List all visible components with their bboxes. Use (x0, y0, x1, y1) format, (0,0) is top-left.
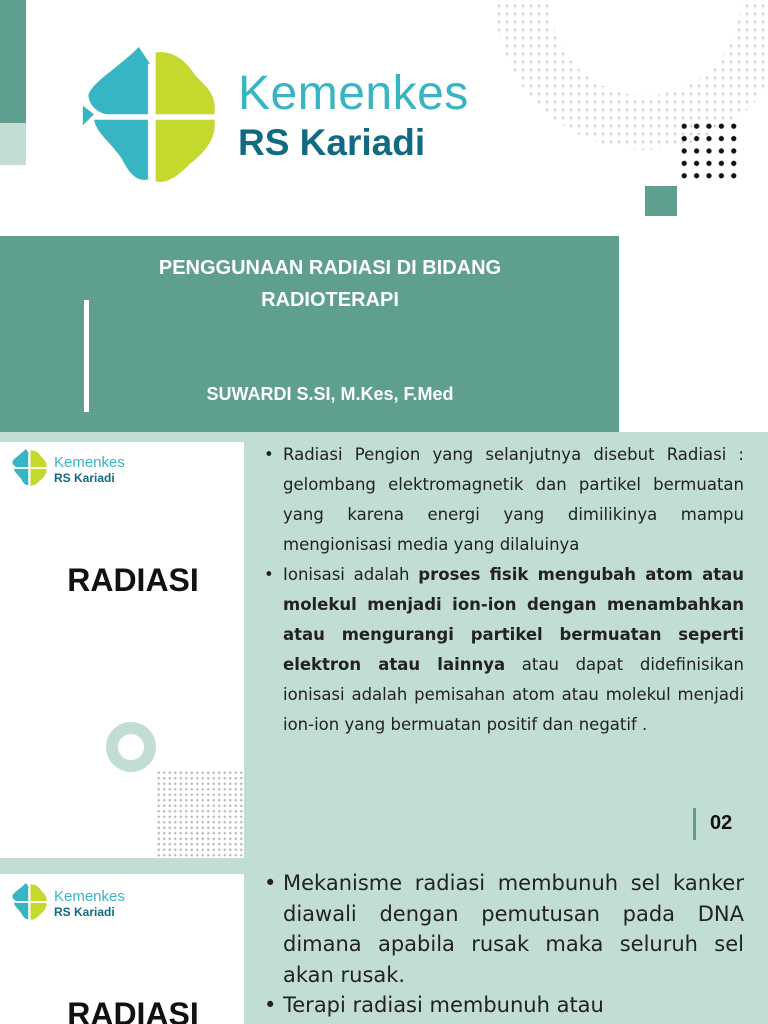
bullet-item (262, 868, 744, 990)
brand-name: Kemenkes (54, 454, 125, 471)
decor-strip (0, 432, 244, 442)
decor-strip (0, 858, 244, 874)
bullet-text: Mekanisme radiasi membunuh sel kanker diawali dengan pemutusan pada DNA dimana apabila rusak maka seluruh sel akan rusak. (283, 871, 744, 987)
bullet-text: Terapi radiasi membunuh atau (283, 993, 604, 1017)
decor-dot-grid (156, 770, 246, 858)
bullet-text-prefix: Ionisasi adalah (283, 565, 419, 584)
bullet-list (262, 440, 744, 740)
slide-heading: RADIASI (67, 562, 199, 598)
presentation-title: PENGGUNAAN RADIASI DI BIDANG RADIOTERAPI (158, 257, 502, 311)
decor-square (645, 186, 677, 216)
bullet-list (262, 868, 744, 1021)
page-number: 02 (710, 812, 733, 834)
bullet-item (262, 440, 744, 560)
kemenkes-logo-icon (10, 882, 48, 922)
content-slide-radiasi (0, 432, 768, 858)
brand-name: Kemenkes (54, 888, 125, 905)
content-slide-radiasi-2 (0, 858, 768, 1024)
bullet-item (262, 560, 744, 740)
slide-heading: RADIASI (67, 996, 199, 1024)
bullet-text-emphasis: proses fisik mengubah atom atau molekul menjadi ion-ion dengan menambahkan atau mengurangi partikel bermuatan seperti elektron atau lainnya (283, 565, 745, 674)
bullet-text-suffix: atau dapat didefinisikan ionisasi adalah pemisahan atom atau molekul menjadi ion-ion yang bermuatan positif dan negatif . (283, 655, 744, 734)
kemenkes-logo-icon (10, 448, 48, 488)
decor-bar-light (0, 123, 26, 165)
brand-subname: RS Kariadi (54, 905, 115, 919)
title-slide (0, 0, 768, 432)
bullet-item (262, 990, 744, 1021)
brand-name: Kemenkes (238, 67, 469, 120)
author-name: SUWARDI S.SI, M.Kes, F.Med (206, 384, 454, 404)
brand-subname: RS Kariadi (54, 471, 115, 485)
kemenkes-logo-icon (80, 44, 220, 190)
page-number-bar (693, 808, 696, 840)
decor-ring (106, 722, 156, 772)
decor-dot-grid (678, 120, 740, 182)
title-divider (84, 300, 89, 412)
brand-subname: RS Kariadi (238, 122, 426, 163)
bullet-text: Radiasi Pengion yang selanjutnya disebut Radiasi : gelombang elektromagnetik dan partikel bermuatan yang karena energi yang dimilikinya mampu mengionisasi media yang dilaluinya (283, 445, 744, 554)
decor-bar (0, 0, 26, 123)
